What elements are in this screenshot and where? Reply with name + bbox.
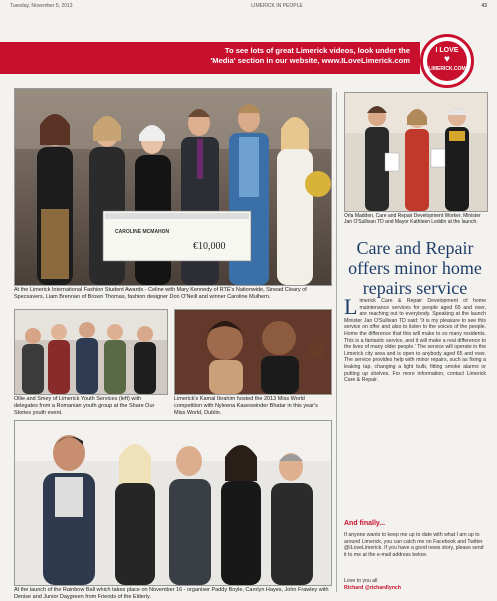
photo-youth-services-image xyxy=(15,310,167,394)
caption-rainbow-ball: At the launch of the Rainbow Ball which takes place on November 16 - organiser Paddy Boyle, Carolyn Hayes, John Frawley with Denise and Junior Daygreen from Friends of the Elderly. xyxy=(14,587,329,600)
photo-miss-world-image xyxy=(175,310,331,394)
photo-rainbow-ball xyxy=(14,420,332,586)
heart-icon: ♥ xyxy=(444,54,450,65)
caption-main: At the Limerick International Fashion Student Awards - Celine with Mary Kennedy of RTÉ's Nationwide, Sinead Cleary of Specsavers, Liam Brennan of Brown Thomas, fashion designer Don O'Neill and winner Caroline Mulhern. xyxy=(14,287,307,300)
photo-care-repair-image xyxy=(345,93,487,211)
photo-fashion-awards-image xyxy=(15,89,331,285)
andfinally-title: And finally... xyxy=(344,520,386,527)
article-text: imerick Care & Repair Development of home maintenance services for people aged 65 and over, are reaching out to everybody. Speaking at the launch Minister Jan O'Sullivan TD said: 'It is my pleasure to see this service on offer and also to listen to the voices of the people. Home the difference that this will make to so many residents. This is a fantastic service, and it will make a real difference to the lives of many older people.' The service will operate in the Limerick city area and is open to anybody aged 65 and over. The service provides help with minor repairs, such as fixing a leaking tap, changing a light bulb, fitting smoke alarms or putting up shelves. For more information, contact Limerick Care & Repair. xyxy=(344,298,486,384)
banner-line-2: 'Media' section in our website, www.ILoveLimerick.com xyxy=(210,56,410,65)
photo-rainbow-ball-image xyxy=(15,421,331,585)
caption-youth-services: Ollie and Smey of Limerick Youth Services (left) with delegates from a Romanian youth group at the Share Our Stories youth event. xyxy=(14,396,155,416)
cheque-name: CAROLINE MCMAHON xyxy=(115,229,170,235)
cheque-amount: €10,000 xyxy=(193,241,226,252)
photo-care-repair xyxy=(344,92,488,212)
signoff-name: Richard @richardlynch xyxy=(344,584,401,591)
article-headline: Care and Repair offers minor home repairs service xyxy=(348,238,482,298)
column-divider xyxy=(336,92,337,592)
article-body xyxy=(344,294,486,384)
signoff-line: Love to you all xyxy=(344,578,378,584)
signoff xyxy=(344,578,401,591)
caption-care-repair: Orla Madden, Care and Repair Development Worker, Minister Jan O'Sullivan TD and Mayor Kathleen Leddin at the launch. xyxy=(344,213,481,225)
logo-line-1: I LOVE xyxy=(435,47,459,54)
banner-text xyxy=(110,46,410,66)
photo-fashion-awards xyxy=(14,88,332,286)
section-name: LIMERICK IN PEOPLE xyxy=(251,3,303,9)
promo-banner xyxy=(0,42,420,74)
andfinally-body: If anyone wants to keep me up to date with what I am up to around Limerick, you can catch me on Facebook and Twitter @ILoveLimerick. If you have a good news story, please send it to me at the e-mail address below. xyxy=(344,532,484,558)
ilovelimerick-logo xyxy=(420,34,474,88)
article-dropcap: L xyxy=(344,294,358,319)
banner-line-1: To see lots of great Limerick videos, look under the xyxy=(224,46,410,55)
photo-youth-services xyxy=(14,309,168,395)
page-number: 43 xyxy=(481,3,487,9)
photo-miss-world xyxy=(174,309,332,395)
logo-badge xyxy=(427,41,467,81)
page-date: Tuesday, November 5, 2013 xyxy=(10,3,73,9)
page-header xyxy=(10,2,487,10)
caption-miss-world: Limerick's Kamal Ibrahim hosted the 2013 Miss World competition with Nyleena Kaseswinder Bhatar in this year's Miss World, Dublin. xyxy=(174,396,318,416)
logo-line-2: LIMERICK.COM xyxy=(428,66,466,72)
